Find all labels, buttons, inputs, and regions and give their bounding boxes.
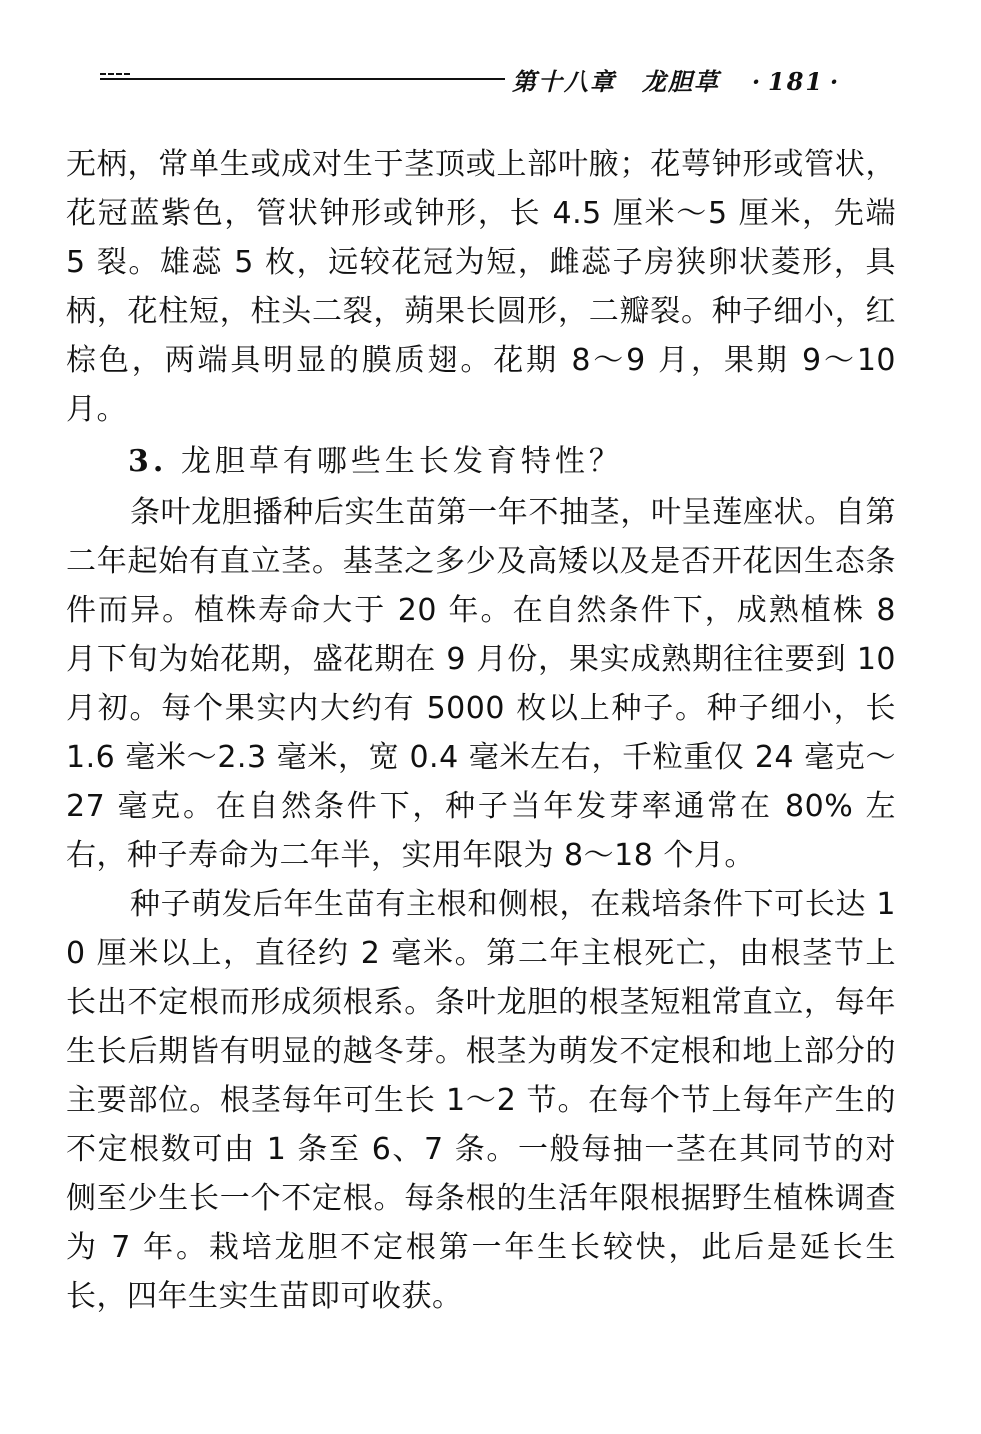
page-number: 181 bbox=[768, 67, 825, 96]
body-paragraph: 种子萌发后年生苗有主根和侧根，在栽培条件下可长达 10 厘米以上，直径约 2 毫米。第二年主根死亡，由根茎节上长出不定根而形成须根系。条叶龙胆的根茎短粗常直立，每年生长后期皆有明显的越冬芽。根茎为萌发不定根和地上部分的主要部位。根茎每年可生长 1～2 节。在每个节上每年产生的不定根数可由 1 条至 6、7 条。一般每抽一茎在其同节的对侧至少生长一个不定根。每条根的生活年限根据野生植株调查为 7 年。栽培龙胆不定根第一年生长较快，此后是延长生长，四年生实生苗即可收获。 bbox=[66, 887, 896, 1314]
chapter-label: 第十八章 bbox=[512, 67, 616, 96]
page-body bbox=[66, 140, 896, 1321]
header-rule-lead bbox=[100, 73, 130, 75]
section-title: 龙胆草有哪些生长发育特性？ bbox=[180, 444, 623, 479]
running-header bbox=[100, 62, 880, 98]
header-rule bbox=[100, 78, 505, 80]
header-dot-left: · bbox=[751, 67, 763, 96]
body-paragraph: 条叶龙胆播种后实生苗第一年不抽茎，叶呈莲座状。自第二年起始有直立茎。基茎之多少及高矮以及是否开花因生态条件而异。植株寿命大于 20 年。在自然条件下，成熟植株 8 月下旬为始花期，盛花期在 9 月份，果实成熟期往往要到 10 月初。每个果实内大约有 5000 枚以上种子。种子细小，长 1.6 毫米～2.3 毫米，宽 0.4 毫米左右，千粒重仅 24 毫克～27 毫克。在自然条件下，种子当年发芽率通常在 80% 左右，种子寿命为二年半，实用年限为 8～18 个月。 bbox=[66, 495, 896, 873]
continuation-paragraph: 无柄，常单生或成对生于茎顶或上部叶腋；花萼钟形或管状，花冠蓝紫色，管状钟形或钟形，长 4.5 厘米～5 厘米，先端 5 裂。雄蕊 5 枚，远较花冠为短，雌蕊子房狭卵状菱形，具柄，花柱短，柱头二裂，蒴果长圆形，二瓣裂。种子细小，红棕色，两端具明显的膜质翅。花期 8～9 月，果期 9～10 月。 bbox=[66, 147, 896, 427]
section-number: 3. bbox=[128, 444, 168, 479]
header-dot-right: · bbox=[829, 67, 841, 96]
chapter-title: 龙胆草 bbox=[642, 67, 720, 96]
section-heading bbox=[66, 436, 896, 488]
header-text bbox=[512, 62, 846, 97]
